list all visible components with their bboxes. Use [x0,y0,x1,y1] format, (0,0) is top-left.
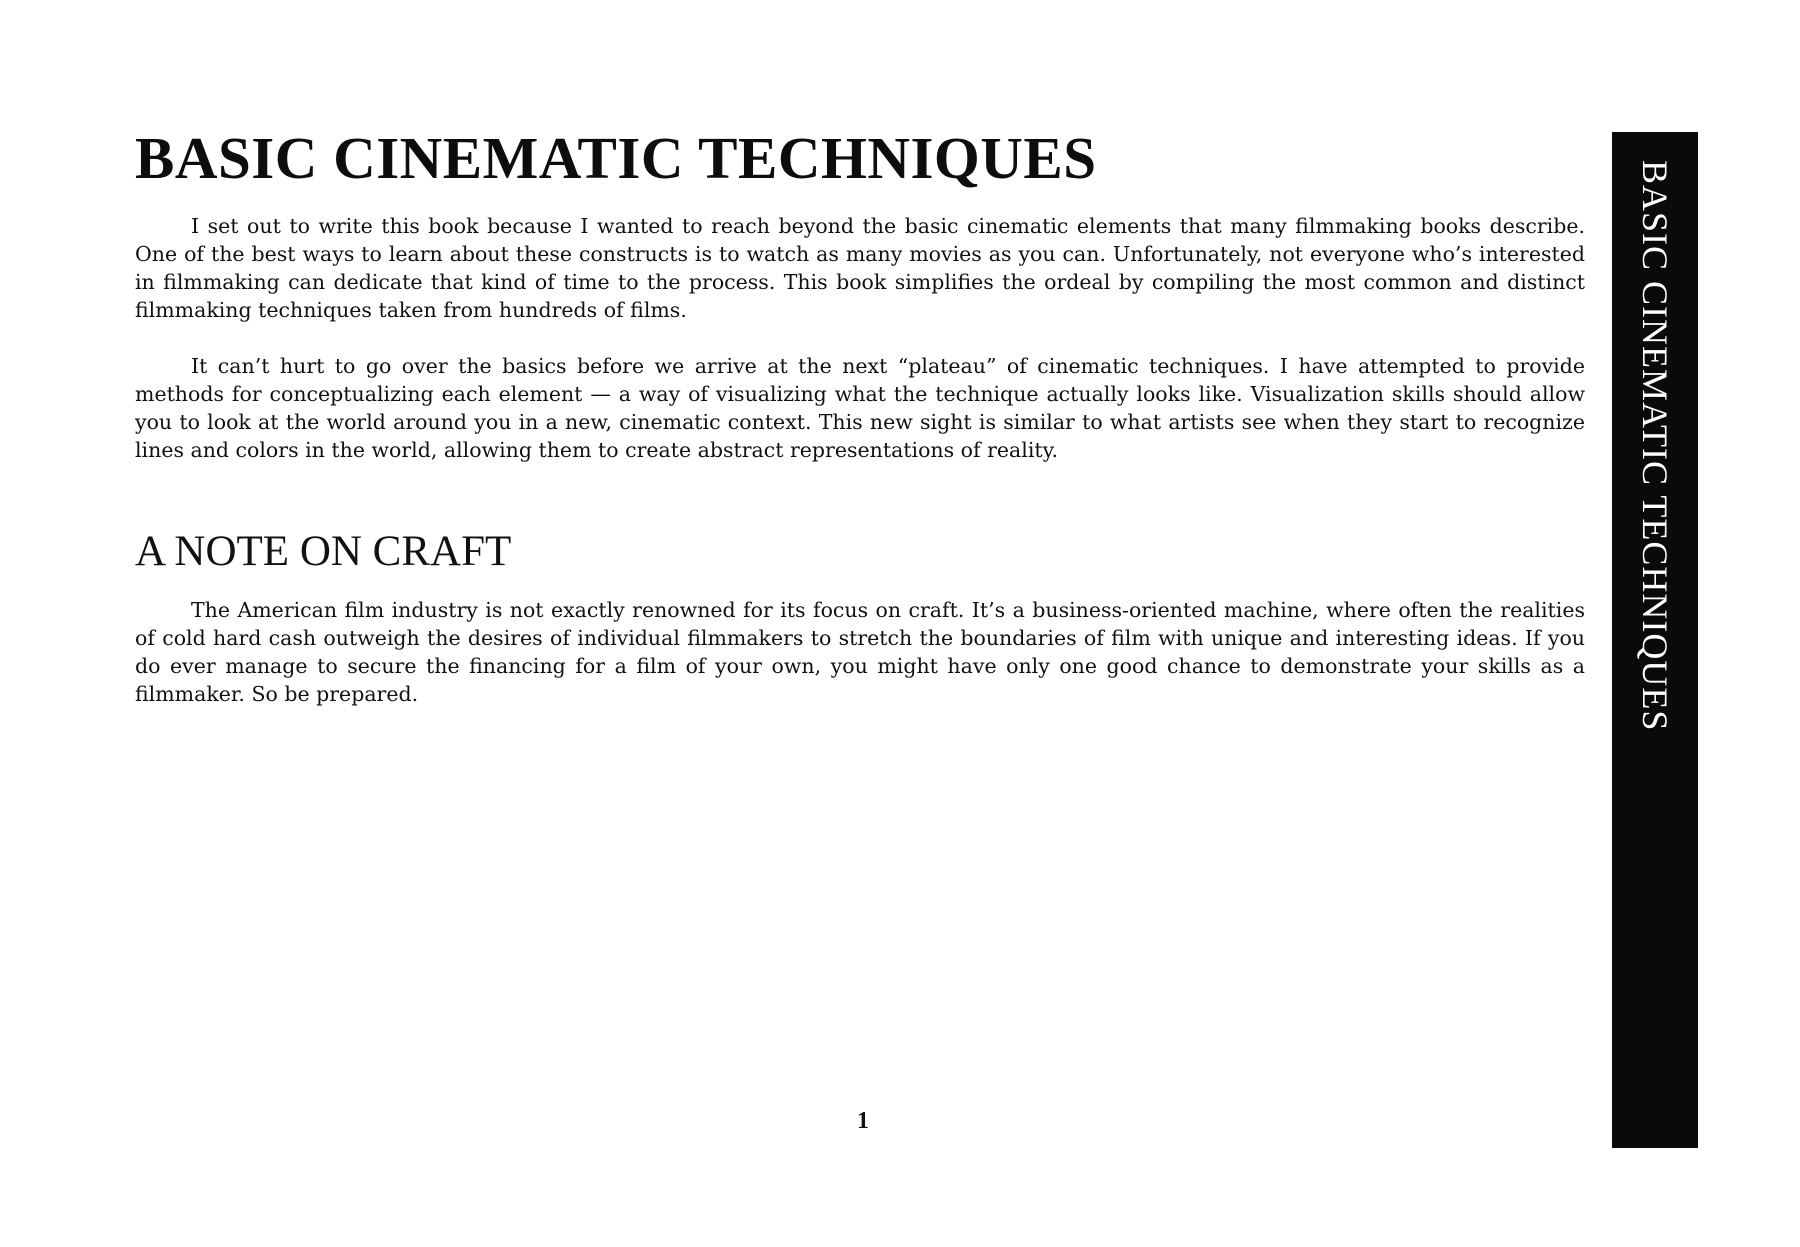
intro-paragraph-2: It can’t hurt to go over the basics before we arrive at the next “plateau” of cinematic techniques. I have attempted to provide methods for conceptualizing each element — a way of visualizing what the technique actually looks like. Visualization skills should allow you to look at the world around you in a new, cinematic context. This new sight is similar to what artists see when they start to recognize lines and colors in the world, allowing them to create abstract representations of reality. [135,354,1585,462]
chapter-side-tab [1612,132,1698,1148]
section-paragraph: The American film industry is not exactly renowned for its focus on craft. It’s a business-oriented machine, where often the realities of cold hard cash outweigh the desires of individual filmmakers to stretch the boundaries of film with unique and interesting ideas. If you do ever manage to secure the financing for a film of your own, you might have only one good chance to demonstrate your skills as a filmmaker. So be prepared. [135,598,1585,706]
page-content [135,118,1585,708]
page-number: 1 [857,1108,869,1134]
side-tab-label: BASIC CINEMATIC TECHNIQUES [1635,160,1675,732]
section-heading: A NOTE ON CRAFT [135,528,512,575]
chapter-title: BASIC CINEMATIC TECHNIQUES [135,125,1097,191]
intro-paragraph-1: I set out to write this book because I wanted to reach beyond the basic cinematic elements that many filmmaking books describe. One of the best ways to learn about these constructs is to watch as many movies as you can. Unfortunately, not everyone who’s interested in filmmaking can dedicate that kind of time to the process. This book simplifies the ordeal by compiling the most common and distinct filmmaking techniques taken from hundreds of films. [135,214,1585,322]
